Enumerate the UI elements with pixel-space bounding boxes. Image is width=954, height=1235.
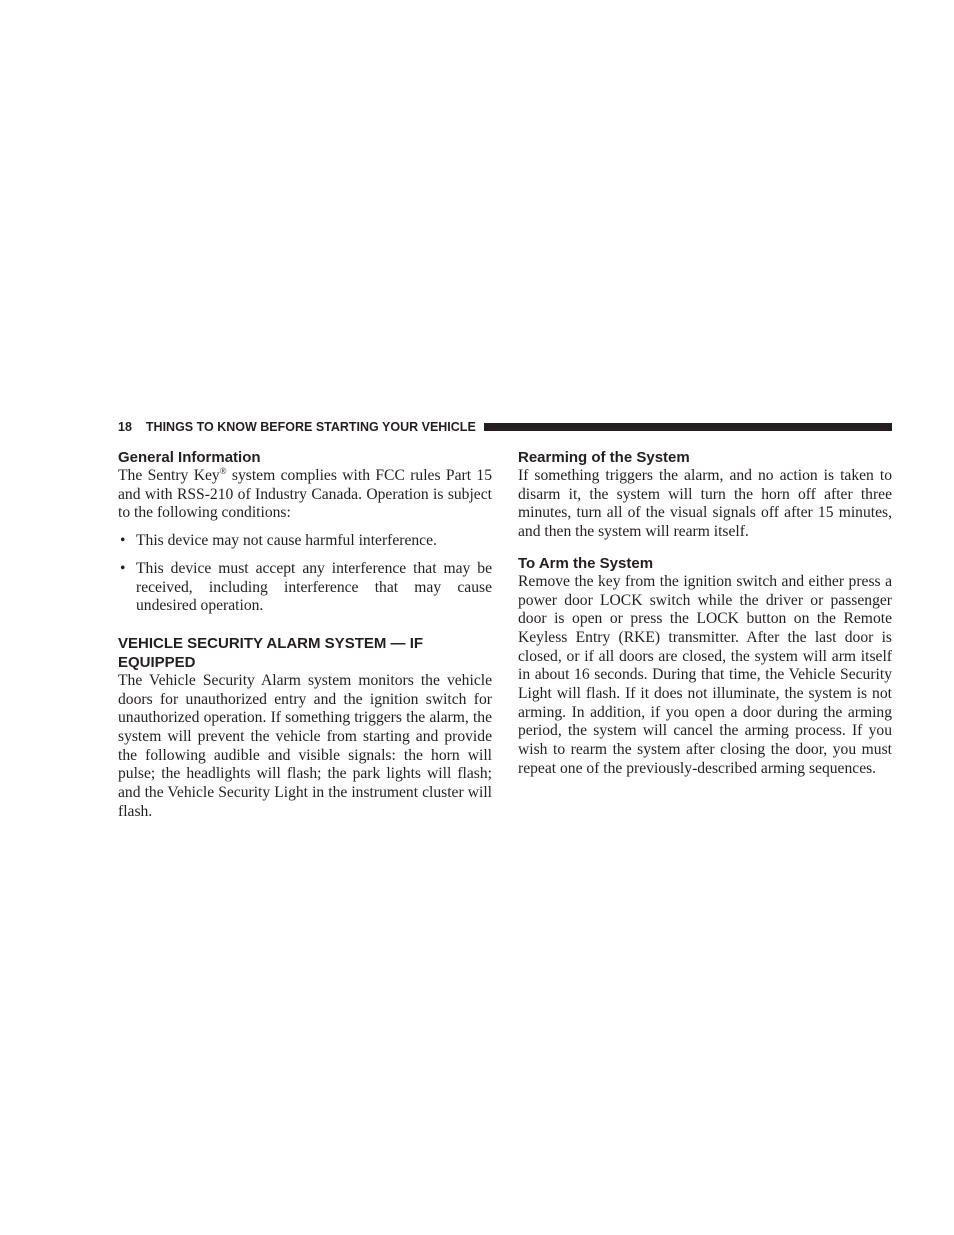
- general-information-paragraph: [118, 467, 492, 523]
- to-arm-paragraph: Remove the key from the ignition switch and either press a power door LOCK switch while the driver or passenger door is open or press the LOCK button on the Remote Keyless Entry (RKE) transmitter. After the last door is closed, or if all doors are closed, the system will arm itself in about 16 seconds. During that time, the Vehicle Security Light will flash. If it does not illuminate, the system is not arming. In addition, if you open a door during the arming period, the system will cancel the arming process. If you wish to rearm the system after closing the door, you must repeat one of the previously-described arming sequences.: [518, 572, 892, 777]
- bullet-icon: •: [120, 532, 126, 550]
- fcc-text: system complies with FCC rules Part 15 and with RSS-210 of Industry Canada. Operation is subject to the following conditions:: [118, 467, 492, 522]
- general-information-heading: General Information: [118, 449, 261, 466]
- page-number: 18: [118, 420, 132, 434]
- registered-mark: ®: [219, 465, 227, 476]
- to-arm-heading: To Arm the System: [518, 554, 654, 572]
- rearming-paragraph: If something triggers the alarm, and no action is taken to disarm it, the system will turn the horn off after three minutes, turn all of the visual signals off after 15 minutes, and then the system will rearm itself.: [518, 467, 892, 541]
- section-title: THINGS TO KNOW BEFORE STARTING YOUR VEHICLE: [145, 420, 476, 434]
- rearming-heading: Rearming of the System: [518, 449, 690, 466]
- list-item-text: This device must accept any interference that may be received, including interference that may cause undesired operation.: [136, 559, 492, 615]
- header-rule: [484, 423, 892, 431]
- conditions-list: [118, 532, 492, 616]
- list-item: [118, 560, 492, 616]
- list-item: [118, 532, 492, 551]
- alarm-system-heading: VEHICLE SECURITY ALARM SYSTEM — IF EQUIPPED: [118, 634, 424, 671]
- page-header: [118, 418, 892, 436]
- sentry-key-text: The Sentry Key: [118, 467, 220, 484]
- alarm-system-paragraph: The Vehicle Security Alarm system monitors the vehicle doors for unauthorized entry and the ignition switch for unauthorized operation. If something triggers the alarm, the system will prevent the vehicle from starting and provide the following audible and visible signals: the horn will pulse; the headlights will flash; the park lights will flash; and the Vehicle Security Light in the instrument cluster will flash.: [118, 671, 492, 820]
- list-item-text: This device may not cause harmful interference.: [136, 532, 437, 550]
- bullet-icon: •: [120, 559, 126, 577]
- right-column: [518, 448, 892, 779]
- left-column: [118, 448, 492, 822]
